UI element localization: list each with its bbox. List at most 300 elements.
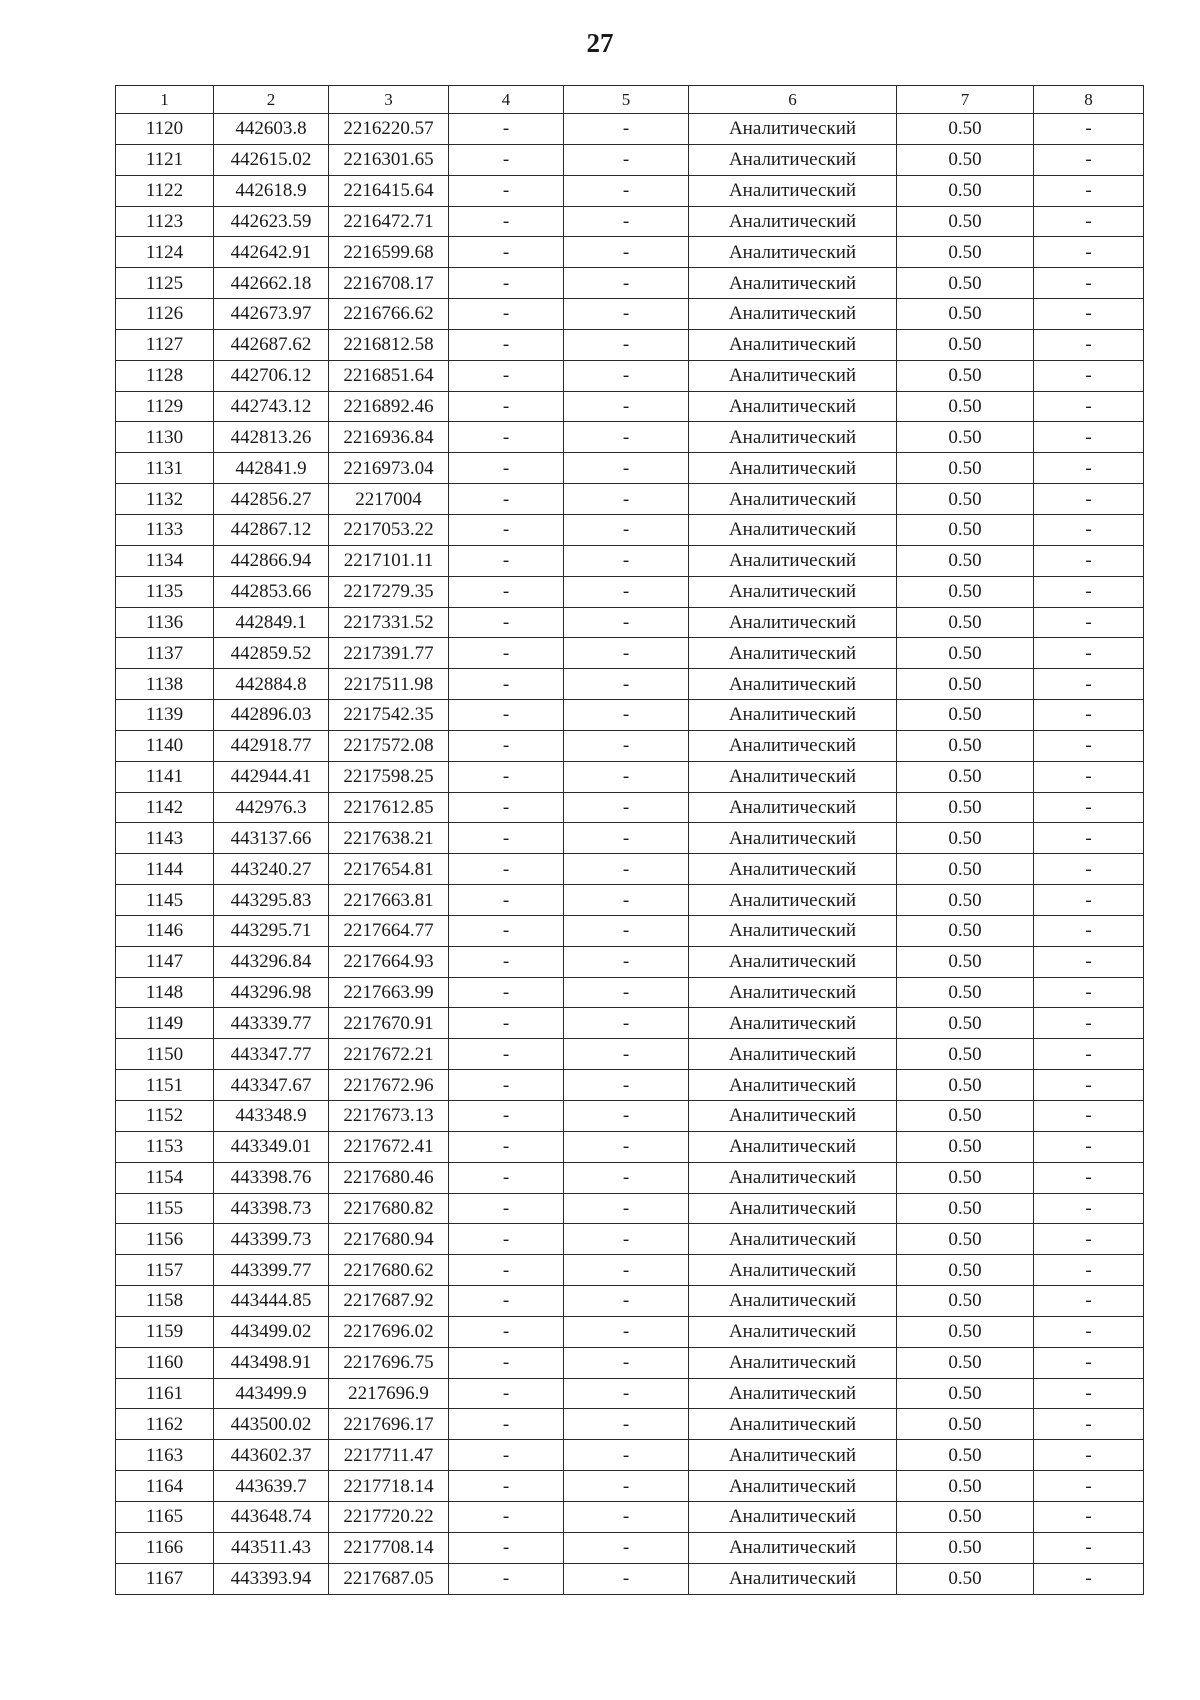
column-header-4: 4 [449, 86, 564, 114]
table-row [116, 700, 1144, 731]
table-row [116, 1440, 1144, 1471]
column-4-value-cell: - [449, 545, 564, 576]
x-coordinate-cell: 443348.9 [214, 1101, 329, 1132]
y-coordinate-cell: 2217696.02 [329, 1316, 449, 1347]
table-row [116, 1162, 1144, 1193]
point-number-cell: 1162 [116, 1409, 214, 1440]
table-row [116, 1378, 1144, 1409]
table-row [116, 607, 1144, 638]
y-coordinate-cell: 2217053.22 [329, 514, 449, 545]
method-cell: Аналитический [689, 484, 897, 515]
point-number-cell: 1148 [116, 977, 214, 1008]
method-cell: Аналитический [689, 1008, 897, 1039]
point-number-cell: 1124 [116, 237, 214, 268]
column-4-value-cell: - [449, 1378, 564, 1409]
precision-cell: 0.50 [897, 514, 1034, 545]
point-number-cell: 1130 [116, 422, 214, 453]
y-coordinate-cell: 2216708.17 [329, 268, 449, 299]
x-coordinate-cell: 442853.66 [214, 576, 329, 607]
column-8-value-cell: - [1034, 391, 1144, 422]
column-8-value-cell: - [1034, 1471, 1144, 1502]
y-coordinate-cell: 2216301.65 [329, 144, 449, 175]
precision-cell: 0.50 [897, 730, 1034, 761]
page-number: 27 [586, 28, 614, 58]
column-8-value-cell: - [1034, 206, 1144, 237]
y-coordinate-cell: 2217279.35 [329, 576, 449, 607]
y-coordinate-cell: 2217708.14 [329, 1532, 449, 1563]
column-4-value-cell: - [449, 1131, 564, 1162]
y-coordinate-cell: 2217718.14 [329, 1471, 449, 1502]
table-row [116, 329, 1144, 360]
table-row [116, 360, 1144, 391]
point-number-cell: 1155 [116, 1193, 214, 1224]
column-8-value-cell: - [1034, 299, 1144, 330]
precision-cell: 0.50 [897, 576, 1034, 607]
column-5-value-cell: - [564, 1255, 689, 1286]
column-4-value-cell: - [449, 268, 564, 299]
column-4-value-cell: - [449, 1532, 564, 1563]
column-5-value-cell: - [564, 854, 689, 885]
column-8-value-cell: - [1034, 1039, 1144, 1070]
precision-cell: 0.50 [897, 1471, 1034, 1502]
y-coordinate-cell: 2217663.81 [329, 885, 449, 916]
column-5-value-cell: - [564, 484, 689, 515]
column-8-value-cell: - [1034, 638, 1144, 669]
point-number-cell: 1157 [116, 1255, 214, 1286]
column-5-value-cell: - [564, 946, 689, 977]
table-row [116, 1563, 1144, 1594]
point-number-cell: 1143 [116, 823, 214, 854]
y-coordinate-cell: 2217672.21 [329, 1039, 449, 1070]
point-number-cell: 1156 [116, 1224, 214, 1255]
column-5-value-cell: - [564, 1378, 689, 1409]
method-cell: Аналитический [689, 268, 897, 299]
point-number-cell: 1161 [116, 1378, 214, 1409]
precision-cell: 0.50 [897, 1409, 1034, 1440]
table-row [116, 1501, 1144, 1532]
precision-cell: 0.50 [897, 1162, 1034, 1193]
column-5-value-cell: - [564, 1347, 689, 1378]
precision-cell: 0.50 [897, 422, 1034, 453]
column-8-value-cell: - [1034, 1347, 1144, 1378]
column-5-value-cell: - [564, 360, 689, 391]
table-row [116, 946, 1144, 977]
point-number-cell: 1142 [116, 792, 214, 823]
column-8-value-cell: - [1034, 1409, 1144, 1440]
point-number-cell: 1165 [116, 1501, 214, 1532]
x-coordinate-cell: 442866.94 [214, 545, 329, 576]
column-header-6: 6 [689, 86, 897, 114]
x-coordinate-cell: 443137.66 [214, 823, 329, 854]
precision-cell: 0.50 [897, 823, 1034, 854]
point-number-cell: 1129 [116, 391, 214, 422]
column-4-value-cell: - [449, 977, 564, 1008]
method-cell: Аналитический [689, 453, 897, 484]
point-number-cell: 1133 [116, 514, 214, 545]
column-8-value-cell: - [1034, 1162, 1144, 1193]
table-row [116, 514, 1144, 545]
table-row [116, 1532, 1144, 1563]
column-5-value-cell: - [564, 268, 689, 299]
y-coordinate-cell: 2216766.62 [329, 299, 449, 330]
column-5-value-cell: - [564, 1101, 689, 1132]
column-header-3: 3 [329, 86, 449, 114]
column-5-value-cell: - [564, 607, 689, 638]
precision-cell: 0.50 [897, 545, 1034, 576]
column-8-value-cell: - [1034, 1008, 1144, 1039]
method-cell: Аналитический [689, 730, 897, 761]
point-number-cell: 1146 [116, 915, 214, 946]
point-number-cell: 1128 [116, 360, 214, 391]
x-coordinate-cell: 443398.73 [214, 1193, 329, 1224]
y-coordinate-cell: 2216220.57 [329, 114, 449, 145]
x-coordinate-cell: 442896.03 [214, 700, 329, 731]
method-cell: Аналитический [689, 1532, 897, 1563]
method-cell: Аналитический [689, 329, 897, 360]
precision-cell: 0.50 [897, 1101, 1034, 1132]
column-8-value-cell: - [1034, 1101, 1144, 1132]
table-row [116, 453, 1144, 484]
point-number-cell: 1122 [116, 175, 214, 206]
table-row [116, 1286, 1144, 1317]
column-4-value-cell: - [449, 422, 564, 453]
column-4-value-cell: - [449, 1070, 564, 1101]
column-5-value-cell: - [564, 915, 689, 946]
precision-cell: 0.50 [897, 299, 1034, 330]
x-coordinate-cell: 442618.9 [214, 175, 329, 206]
column-5-value-cell: - [564, 422, 689, 453]
x-coordinate-cell: 443347.77 [214, 1039, 329, 1070]
method-cell: Аналитический [689, 700, 897, 731]
column-4-value-cell: - [449, 576, 564, 607]
method-cell: Аналитический [689, 237, 897, 268]
column-8-value-cell: - [1034, 1131, 1144, 1162]
precision-cell: 0.50 [897, 946, 1034, 977]
column-5-value-cell: - [564, 792, 689, 823]
point-number-cell: 1139 [116, 700, 214, 731]
precision-cell: 0.50 [897, 638, 1034, 669]
table-row [116, 237, 1144, 268]
column-5-value-cell: - [564, 545, 689, 576]
y-coordinate-cell: 2217696.9 [329, 1378, 449, 1409]
column-5-value-cell: - [564, 299, 689, 330]
y-coordinate-cell: 2217673.13 [329, 1101, 449, 1132]
column-5-value-cell: - [564, 1471, 689, 1502]
y-coordinate-cell: 2217680.62 [329, 1255, 449, 1286]
table-row [116, 422, 1144, 453]
x-coordinate-cell: 442642.91 [214, 237, 329, 268]
column-4-value-cell: - [449, 484, 564, 515]
column-8-value-cell: - [1034, 329, 1144, 360]
column-4-value-cell: - [449, 1008, 564, 1039]
column-8-value-cell: - [1034, 1255, 1144, 1286]
x-coordinate-cell: 443639.7 [214, 1471, 329, 1502]
precision-cell: 0.50 [897, 360, 1034, 391]
precision-cell: 0.50 [897, 1378, 1034, 1409]
column-8-value-cell: - [1034, 1532, 1144, 1563]
y-coordinate-cell: 2217672.41 [329, 1131, 449, 1162]
column-5-value-cell: - [564, 1440, 689, 1471]
precision-cell: 0.50 [897, 1316, 1034, 1347]
table-row [116, 977, 1144, 1008]
column-4-value-cell: - [449, 946, 564, 977]
table-row [116, 792, 1144, 823]
point-number-cell: 1166 [116, 1532, 214, 1563]
x-coordinate-cell: 443398.76 [214, 1162, 329, 1193]
method-cell: Аналитический [689, 915, 897, 946]
point-number-cell: 1149 [116, 1008, 214, 1039]
point-number-cell: 1152 [116, 1101, 214, 1132]
method-cell: Аналитический [689, 175, 897, 206]
column-8-value-cell: - [1034, 1286, 1144, 1317]
precision-cell: 0.50 [897, 1440, 1034, 1471]
x-coordinate-cell: 443602.37 [214, 1440, 329, 1471]
column-8-value-cell: - [1034, 700, 1144, 731]
table-row [116, 730, 1144, 761]
method-cell: Аналитический [689, 885, 897, 916]
precision-cell: 0.50 [897, 854, 1034, 885]
point-number-cell: 1160 [116, 1347, 214, 1378]
column-4-value-cell: - [449, 360, 564, 391]
column-8-value-cell: - [1034, 1501, 1144, 1532]
column-header-1: 1 [116, 86, 214, 114]
column-4-value-cell: - [449, 237, 564, 268]
column-4-value-cell: - [449, 299, 564, 330]
x-coordinate-cell: 443295.83 [214, 885, 329, 916]
table-body [116, 114, 1144, 1595]
table-row [116, 391, 1144, 422]
method-cell: Аналитический [689, 1471, 897, 1502]
column-4-value-cell: - [449, 1563, 564, 1594]
x-coordinate-cell: 442623.59 [214, 206, 329, 237]
x-coordinate-cell: 442856.27 [214, 484, 329, 515]
column-4-value-cell: - [449, 206, 564, 237]
y-coordinate-cell: 2217680.82 [329, 1193, 449, 1224]
column-8-value-cell: - [1034, 114, 1144, 145]
column-4-value-cell: - [449, 1193, 564, 1224]
column-4-value-cell: - [449, 1440, 564, 1471]
column-5-value-cell: - [564, 391, 689, 422]
column-4-value-cell: - [449, 1409, 564, 1440]
y-coordinate-cell: 2217612.85 [329, 792, 449, 823]
x-coordinate-cell: 442673.97 [214, 299, 329, 330]
x-coordinate-cell: 442976.3 [214, 792, 329, 823]
method-cell: Аналитический [689, 1255, 897, 1286]
x-coordinate-cell: 443498.91 [214, 1347, 329, 1378]
table-row [116, 761, 1144, 792]
column-8-value-cell: - [1034, 761, 1144, 792]
point-number-cell: 1127 [116, 329, 214, 360]
x-coordinate-cell: 442859.52 [214, 638, 329, 669]
point-number-cell: 1136 [116, 607, 214, 638]
column-5-value-cell: - [564, 1224, 689, 1255]
column-8-value-cell: - [1034, 730, 1144, 761]
method-cell: Аналитический [689, 761, 897, 792]
x-coordinate-cell: 443347.67 [214, 1070, 329, 1101]
method-cell: Аналитический [689, 206, 897, 237]
table-row [116, 1316, 1144, 1347]
y-coordinate-cell: 2217663.99 [329, 977, 449, 1008]
x-coordinate-cell: 442849.1 [214, 607, 329, 638]
precision-cell: 0.50 [897, 792, 1034, 823]
column-4-value-cell: - [449, 669, 564, 700]
method-cell: Аналитический [689, 1378, 897, 1409]
column-4-value-cell: - [449, 638, 564, 669]
x-coordinate-cell: 443393.94 [214, 1563, 329, 1594]
table-row [116, 1471, 1144, 1502]
method-cell: Аналитический [689, 792, 897, 823]
y-coordinate-cell: 2217680.46 [329, 1162, 449, 1193]
x-coordinate-cell: 442662.18 [214, 268, 329, 299]
x-coordinate-cell: 443511.43 [214, 1532, 329, 1563]
column-5-value-cell: - [564, 761, 689, 792]
method-cell: Аналитический [689, 360, 897, 391]
column-8-value-cell: - [1034, 915, 1144, 946]
point-number-cell: 1163 [116, 1440, 214, 1471]
method-cell: Аналитический [689, 576, 897, 607]
column-8-value-cell: - [1034, 1224, 1144, 1255]
x-coordinate-cell: 443240.27 [214, 854, 329, 885]
precision-cell: 0.50 [897, 1286, 1034, 1317]
y-coordinate-cell: 2217101.11 [329, 545, 449, 576]
table-header-row [116, 86, 1144, 114]
y-coordinate-cell: 2217687.05 [329, 1563, 449, 1594]
method-cell: Аналитический [689, 946, 897, 977]
method-cell: Аналитический [689, 1070, 897, 1101]
x-coordinate-cell: 443399.73 [214, 1224, 329, 1255]
point-number-cell: 1141 [116, 761, 214, 792]
method-cell: Аналитический [689, 1224, 897, 1255]
column-4-value-cell: - [449, 854, 564, 885]
y-coordinate-cell: 2217572.08 [329, 730, 449, 761]
precision-cell: 0.50 [897, 1255, 1034, 1286]
x-coordinate-cell: 443295.71 [214, 915, 329, 946]
table-row [116, 638, 1144, 669]
y-coordinate-cell: 2217654.81 [329, 854, 449, 885]
column-4-value-cell: - [449, 114, 564, 145]
y-coordinate-cell: 2216936.84 [329, 422, 449, 453]
point-number-cell: 1144 [116, 854, 214, 885]
y-coordinate-cell: 2217511.98 [329, 669, 449, 700]
table-row [116, 915, 1144, 946]
coordinates-table [115, 85, 1144, 1595]
method-cell: Аналитический [689, 1193, 897, 1224]
x-coordinate-cell: 442615.02 [214, 144, 329, 175]
column-8-value-cell: - [1034, 1193, 1144, 1224]
x-coordinate-cell: 442944.41 [214, 761, 329, 792]
table-row [116, 1193, 1144, 1224]
column-5-value-cell: - [564, 514, 689, 545]
point-number-cell: 1164 [116, 1471, 214, 1502]
x-coordinate-cell: 443499.02 [214, 1316, 329, 1347]
column-8-value-cell: - [1034, 1378, 1144, 1409]
method-cell: Аналитический [689, 1347, 897, 1378]
column-5-value-cell: - [564, 1039, 689, 1070]
y-coordinate-cell: 2217670.91 [329, 1008, 449, 1039]
column-5-value-cell: - [564, 1162, 689, 1193]
precision-cell: 0.50 [897, 1532, 1034, 1563]
table-row [116, 206, 1144, 237]
column-4-value-cell: - [449, 1471, 564, 1502]
table-row [116, 1008, 1144, 1039]
column-5-value-cell: - [564, 1316, 689, 1347]
method-cell: Аналитический [689, 823, 897, 854]
x-coordinate-cell: 442743.12 [214, 391, 329, 422]
column-4-value-cell: - [449, 1162, 564, 1193]
x-coordinate-cell: 442603.8 [214, 114, 329, 145]
method-cell: Аналитический [689, 144, 897, 175]
table-row [116, 1255, 1144, 1286]
y-coordinate-cell: 2216472.71 [329, 206, 449, 237]
column-4-value-cell: - [449, 514, 564, 545]
column-5-value-cell: - [564, 576, 689, 607]
column-8-value-cell: - [1034, 1440, 1144, 1471]
column-4-value-cell: - [449, 761, 564, 792]
column-5-value-cell: - [564, 1286, 689, 1317]
point-number-cell: 1158 [116, 1286, 214, 1317]
precision-cell: 0.50 [897, 885, 1034, 916]
y-coordinate-cell: 2217598.25 [329, 761, 449, 792]
y-coordinate-cell: 2216892.46 [329, 391, 449, 422]
x-coordinate-cell: 442813.26 [214, 422, 329, 453]
column-5-value-cell: - [564, 823, 689, 854]
precision-cell: 0.50 [897, 144, 1034, 175]
column-5-value-cell: - [564, 237, 689, 268]
column-8-value-cell: - [1034, 977, 1144, 1008]
y-coordinate-cell: 2216973.04 [329, 453, 449, 484]
y-coordinate-cell: 2217331.52 [329, 607, 449, 638]
column-8-value-cell: - [1034, 1563, 1144, 1594]
column-4-value-cell: - [449, 792, 564, 823]
point-number-cell: 1126 [116, 299, 214, 330]
table-row [116, 576, 1144, 607]
precision-cell: 0.50 [897, 1224, 1034, 1255]
column-header-8: 8 [1034, 86, 1144, 114]
y-coordinate-cell: 2216851.64 [329, 360, 449, 391]
column-5-value-cell: - [564, 1409, 689, 1440]
method-cell: Аналитический [689, 638, 897, 669]
column-5-value-cell: - [564, 1563, 689, 1594]
x-coordinate-cell: 443339.77 [214, 1008, 329, 1039]
y-coordinate-cell: 2217672.96 [329, 1070, 449, 1101]
method-cell: Аналитический [689, 1039, 897, 1070]
precision-cell: 0.50 [897, 1008, 1034, 1039]
table-row [116, 114, 1144, 145]
point-number-cell: 1140 [116, 730, 214, 761]
precision-cell: 0.50 [897, 761, 1034, 792]
column-4-value-cell: - [449, 915, 564, 946]
column-4-value-cell: - [449, 329, 564, 360]
column-4-value-cell: - [449, 1039, 564, 1070]
method-cell: Аналитический [689, 114, 897, 145]
table-row [116, 299, 1144, 330]
method-cell: Аналитический [689, 545, 897, 576]
x-coordinate-cell: 442841.9 [214, 453, 329, 484]
point-number-cell: 1137 [116, 638, 214, 669]
column-8-value-cell: - [1034, 422, 1144, 453]
x-coordinate-cell: 443296.98 [214, 977, 329, 1008]
x-coordinate-cell: 443444.85 [214, 1286, 329, 1317]
precision-cell: 0.50 [897, 1501, 1034, 1532]
column-8-value-cell: - [1034, 823, 1144, 854]
column-4-value-cell: - [449, 1316, 564, 1347]
method-cell: Аналитический [689, 422, 897, 453]
column-5-value-cell: - [564, 144, 689, 175]
precision-cell: 0.50 [897, 329, 1034, 360]
x-coordinate-cell: 443296.84 [214, 946, 329, 977]
x-coordinate-cell: 442706.12 [214, 360, 329, 391]
column-5-value-cell: - [564, 453, 689, 484]
